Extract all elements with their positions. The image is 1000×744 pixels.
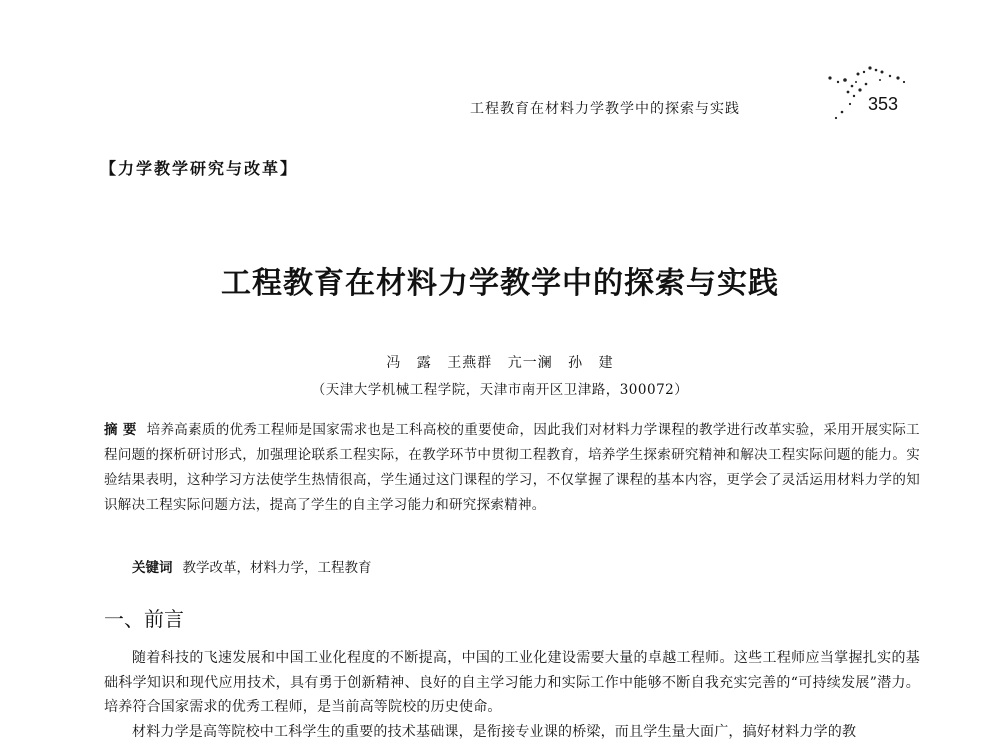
article-title: 工程教育在材料力学教学中的探索与实践 bbox=[0, 258, 1000, 302]
abstract-label: 摘 要 bbox=[104, 422, 137, 438]
keywords-text: 教学改革，材料力学，工程教育 bbox=[183, 560, 372, 576]
header-ornament bbox=[820, 62, 910, 122]
body-text bbox=[104, 646, 920, 744]
paragraph: 随着科技的飞速发展和中国工业化程度的不断提高，中国的工业化建设需要大量的卓越工程师。这些工程师应当掌握扎实的基础科学知识和现代应用技术，具有勇于创新精神、良好的自主学习能力和实际工作中能够不断自我充实完善的“可持续发展”潜力。培养符合国家需求的优秀工程师，是当前高等院校的历史使命。 bbox=[104, 646, 920, 720]
section-heading: 一、前言 bbox=[104, 603, 184, 632]
column-label: 【力学教学研究与改革】 bbox=[100, 156, 298, 179]
paragraph: 材料力学是高等院校中工科学生的重要的技术基础课，是衔接专业课的桥梁，而且学生量大面广，搞好材料力学的教 bbox=[104, 720, 920, 744]
running-title: 工程教育在材料力学教学中的探索与实践 bbox=[470, 98, 740, 118]
article-affiliation: （天津大学机械工程学院，天津市南开区卫津路，300072） bbox=[0, 378, 1000, 398]
page-number: 353 bbox=[868, 94, 898, 115]
keywords-label: 关键词 bbox=[132, 560, 173, 576]
abstract-text: 培养高素质的优秀工程师是国家需求也是工科高校的重要使命，因此我们对材料力学课程的教学进行改革实验，采用开展实际工程问题的探析研讨形式，加强理论联系工程实际，在教学环节中贯彻工程教育，培养学生探索研究精神和解决工程实际问题的能力。实验结果表明，这种学习方法使学生热情很高，学生通过这门课程的学习，不仅掌握了课程的基本内容，更学会了灵活运用材料力学的知识解决工程实际问题方法，提高了学生的自主学习能力和研究探索精神。 bbox=[104, 422, 920, 513]
abstract bbox=[104, 418, 920, 518]
keywords bbox=[132, 556, 372, 576]
article-authors: 冯 露 王燕群 亢一澜 孙 建 bbox=[0, 352, 1000, 372]
